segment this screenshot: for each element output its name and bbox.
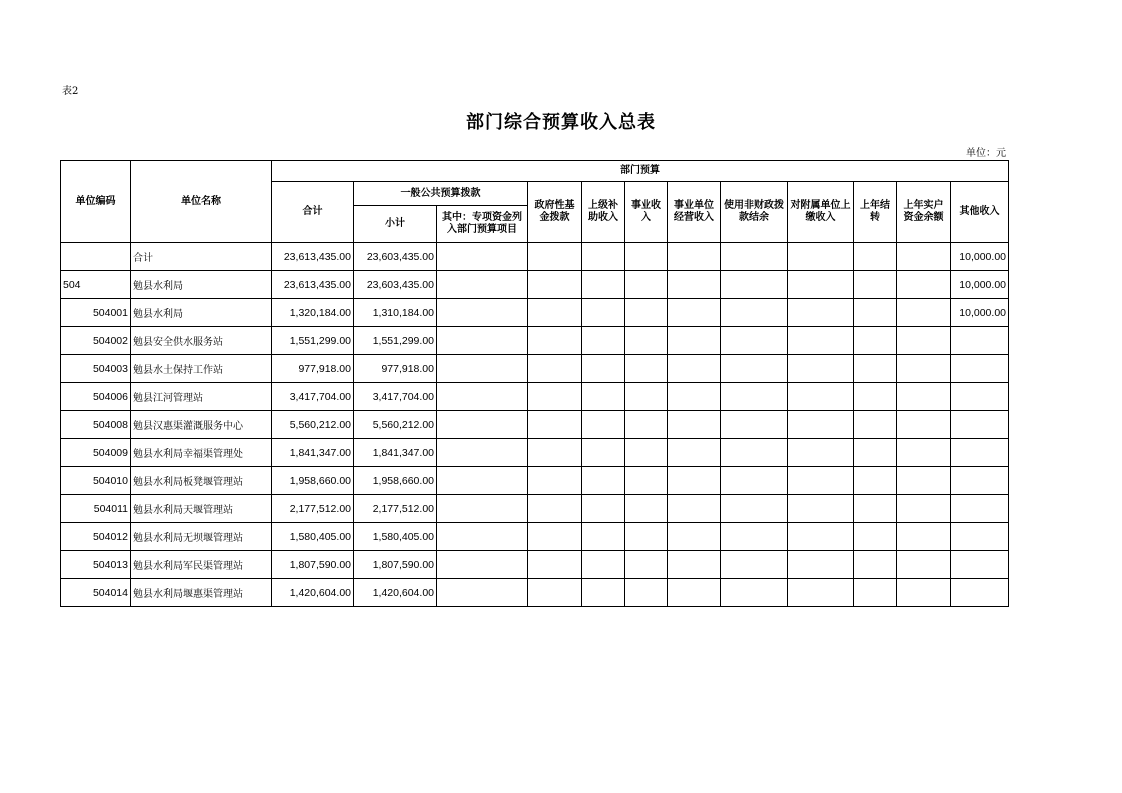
cell-public-institution bbox=[625, 327, 668, 355]
cell-public-institution bbox=[625, 355, 668, 383]
cell-total: 5,560,212.00 bbox=[272, 411, 354, 439]
cell-business-income bbox=[668, 467, 721, 495]
table-row bbox=[61, 411, 1009, 439]
cell-prev-balance bbox=[897, 383, 951, 411]
cell-name: 勉县安全供水服务站 bbox=[131, 327, 272, 355]
cell-special-funds bbox=[437, 355, 528, 383]
cell-gov-fund bbox=[528, 495, 582, 523]
cell-subtotal: 977,918.00 bbox=[354, 355, 437, 383]
cell-public-institution bbox=[625, 523, 668, 551]
cell-superior-subsidy bbox=[582, 411, 625, 439]
cell-affiliated-payment bbox=[788, 411, 854, 439]
cell-subtotal: 1,310,184.00 bbox=[354, 299, 437, 327]
cell-prev-carryover bbox=[854, 523, 897, 551]
cell-superior-subsidy bbox=[582, 467, 625, 495]
cell-prev-balance bbox=[897, 467, 951, 495]
cell-affiliated-payment bbox=[788, 327, 854, 355]
cell-prev-balance bbox=[897, 299, 951, 327]
cell-special-funds bbox=[437, 299, 528, 327]
cell-special-funds bbox=[437, 439, 528, 467]
col-header-total: 合计 bbox=[272, 182, 354, 243]
cell-prev-carryover bbox=[854, 467, 897, 495]
col-header-code: 单位编码 bbox=[61, 161, 131, 243]
cell-code bbox=[61, 243, 131, 271]
cell-special-funds bbox=[437, 523, 528, 551]
col-header-prev-carryover: 上年结转 bbox=[854, 182, 897, 243]
cell-other-income: 10,000.00 bbox=[951, 243, 1009, 271]
cell-name: 勉县江河管理站 bbox=[131, 383, 272, 411]
cell-non-fiscal-balance bbox=[721, 411, 788, 439]
cell-total: 23,613,435.00 bbox=[272, 271, 354, 299]
cell-gov-fund bbox=[528, 327, 582, 355]
col-header-general-public: 一般公共预算拨款 bbox=[354, 182, 528, 206]
cell-prev-carryover bbox=[854, 355, 897, 383]
cell-other-income bbox=[951, 439, 1009, 467]
cell-affiliated-payment bbox=[788, 243, 854, 271]
cell-gov-fund bbox=[528, 579, 582, 607]
cell-prev-carryover bbox=[854, 439, 897, 467]
cell-affiliated-payment bbox=[788, 383, 854, 411]
cell-subtotal: 1,807,590.00 bbox=[354, 551, 437, 579]
table-row bbox=[61, 355, 1009, 383]
table-row bbox=[61, 243, 1009, 271]
cell-non-fiscal-balance bbox=[721, 271, 788, 299]
cell-business-income bbox=[668, 271, 721, 299]
cell-name: 勉县水利局无坝堰管理站 bbox=[131, 523, 272, 551]
table-row bbox=[61, 467, 1009, 495]
cell-special-funds bbox=[437, 551, 528, 579]
cell-business-income bbox=[668, 523, 721, 551]
col-header-business-income: 事业单位经营收入 bbox=[668, 182, 721, 243]
cell-total: 1,841,347.00 bbox=[272, 439, 354, 467]
col-header-superior-subsidy: 上级补助收入 bbox=[582, 182, 625, 243]
cell-affiliated-payment bbox=[788, 495, 854, 523]
table-row bbox=[61, 327, 1009, 355]
cell-subtotal: 2,177,512.00 bbox=[354, 495, 437, 523]
cell-superior-subsidy bbox=[582, 579, 625, 607]
table-row bbox=[61, 551, 1009, 579]
cell-affiliated-payment bbox=[788, 355, 854, 383]
cell-name: 勉县水利局军民渠管理站 bbox=[131, 551, 272, 579]
cell-non-fiscal-balance bbox=[721, 579, 788, 607]
cell-other-income bbox=[951, 327, 1009, 355]
cell-other-income bbox=[951, 579, 1009, 607]
cell-code: 504002 bbox=[61, 327, 131, 355]
cell-business-income bbox=[668, 551, 721, 579]
cell-business-income bbox=[668, 327, 721, 355]
cell-business-income bbox=[668, 411, 721, 439]
cell-other-income bbox=[951, 383, 1009, 411]
cell-public-institution bbox=[625, 495, 668, 523]
cell-prev-carryover bbox=[854, 299, 897, 327]
cell-other-income: 10,000.00 bbox=[951, 271, 1009, 299]
cell-public-institution bbox=[625, 467, 668, 495]
cell-subtotal: 1,958,660.00 bbox=[354, 467, 437, 495]
col-header-non-fiscal-balance: 使用非财政拨款结余 bbox=[721, 182, 788, 243]
cell-prev-carryover bbox=[854, 579, 897, 607]
cell-public-institution bbox=[625, 439, 668, 467]
cell-total: 1,420,604.00 bbox=[272, 579, 354, 607]
cell-superior-subsidy bbox=[582, 271, 625, 299]
cell-name: 勉县水土保持工作站 bbox=[131, 355, 272, 383]
cell-public-institution bbox=[625, 383, 668, 411]
cell-gov-fund bbox=[528, 523, 582, 551]
cell-gov-fund bbox=[528, 411, 582, 439]
cell-public-institution bbox=[625, 271, 668, 299]
page-title: 部门综合预算收入总表 bbox=[466, 112, 656, 133]
cell-business-income bbox=[668, 355, 721, 383]
cell-prev-carryover bbox=[854, 495, 897, 523]
cell-special-funds bbox=[437, 467, 528, 495]
cell-non-fiscal-balance bbox=[721, 551, 788, 579]
col-header-subtotal: 小计 bbox=[354, 206, 437, 243]
cell-other-income bbox=[951, 495, 1009, 523]
cell-superior-subsidy bbox=[582, 299, 625, 327]
table-row bbox=[61, 495, 1009, 523]
cell-business-income bbox=[668, 299, 721, 327]
cell-business-income bbox=[668, 439, 721, 467]
cell-gov-fund bbox=[528, 271, 582, 299]
cell-special-funds bbox=[437, 411, 528, 439]
cell-public-institution bbox=[625, 243, 668, 271]
cell-other-income bbox=[951, 551, 1009, 579]
cell-non-fiscal-balance bbox=[721, 327, 788, 355]
col-header-name: 单位名称 bbox=[131, 161, 272, 243]
col-header-prev-balance: 上年实户资金余额 bbox=[897, 182, 951, 243]
cell-total: 23,613,435.00 bbox=[272, 243, 354, 271]
cell-business-income bbox=[668, 383, 721, 411]
cell-other-income bbox=[951, 411, 1009, 439]
cell-gov-fund bbox=[528, 355, 582, 383]
cell-total: 3,417,704.00 bbox=[272, 383, 354, 411]
cell-name: 勉县水利局幸福渠管理处 bbox=[131, 439, 272, 467]
cell-subtotal: 1,580,405.00 bbox=[354, 523, 437, 551]
cell-superior-subsidy bbox=[582, 495, 625, 523]
cell-non-fiscal-balance bbox=[721, 243, 788, 271]
cell-code: 504001 bbox=[61, 299, 131, 327]
cell-prev-carryover bbox=[854, 383, 897, 411]
cell-gov-fund bbox=[528, 467, 582, 495]
cell-affiliated-payment bbox=[788, 579, 854, 607]
cell-superior-subsidy bbox=[582, 523, 625, 551]
cell-code: 504 bbox=[61, 271, 131, 299]
col-header-other-income: 其他收入 bbox=[951, 182, 1009, 243]
cell-total: 1,958,660.00 bbox=[272, 467, 354, 495]
cell-other-income bbox=[951, 355, 1009, 383]
cell-prev-balance bbox=[897, 579, 951, 607]
cell-gov-fund bbox=[528, 243, 582, 271]
cell-special-funds bbox=[437, 579, 528, 607]
cell-prev-balance bbox=[897, 551, 951, 579]
cell-public-institution bbox=[625, 551, 668, 579]
cell-special-funds bbox=[437, 383, 528, 411]
cell-total: 1,580,405.00 bbox=[272, 523, 354, 551]
cell-code: 504014 bbox=[61, 579, 131, 607]
cell-gov-fund bbox=[528, 299, 582, 327]
cell-name: 勉县水利局堰惠渠管理站 bbox=[131, 579, 272, 607]
cell-gov-fund bbox=[528, 383, 582, 411]
cell-affiliated-payment bbox=[788, 299, 854, 327]
cell-prev-carryover bbox=[854, 271, 897, 299]
cell-other-income bbox=[951, 467, 1009, 495]
col-header-public-institution: 事业收入 bbox=[625, 182, 668, 243]
cell-name: 勉县水利局 bbox=[131, 271, 272, 299]
cell-code: 504008 bbox=[61, 411, 131, 439]
table-row bbox=[61, 383, 1009, 411]
cell-subtotal: 23,603,435.00 bbox=[354, 271, 437, 299]
cell-subtotal: 1,841,347.00 bbox=[354, 439, 437, 467]
cell-code: 504006 bbox=[61, 383, 131, 411]
cell-name: 勉县水利局天堰管理站 bbox=[131, 495, 272, 523]
cell-business-income bbox=[668, 243, 721, 271]
cell-public-institution bbox=[625, 411, 668, 439]
cell-public-institution bbox=[625, 579, 668, 607]
cell-prev-balance bbox=[897, 439, 951, 467]
cell-non-fiscal-balance bbox=[721, 383, 788, 411]
cell-code: 504013 bbox=[61, 551, 131, 579]
cell-superior-subsidy bbox=[582, 355, 625, 383]
cell-gov-fund bbox=[528, 551, 582, 579]
cell-public-institution bbox=[625, 299, 668, 327]
col-header-gov-fund: 政府性基金拨款 bbox=[528, 182, 582, 243]
cell-code: 504011 bbox=[61, 495, 131, 523]
table-row bbox=[61, 271, 1009, 299]
cell-code: 504009 bbox=[61, 439, 131, 467]
cell-superior-subsidy bbox=[582, 243, 625, 271]
cell-name: 合计 bbox=[131, 243, 272, 271]
cell-superior-subsidy bbox=[582, 383, 625, 411]
cell-total: 1,320,184.00 bbox=[272, 299, 354, 327]
cell-prev-balance bbox=[897, 495, 951, 523]
col-header-dept-budget: 部门预算 bbox=[272, 161, 1009, 182]
cell-total: 2,177,512.00 bbox=[272, 495, 354, 523]
cell-prev-balance bbox=[897, 411, 951, 439]
cell-prev-carryover bbox=[854, 327, 897, 355]
budget-income-table bbox=[60, 160, 1009, 607]
cell-special-funds bbox=[437, 495, 528, 523]
cell-name: 勉县水利局板凳堰管理站 bbox=[131, 467, 272, 495]
table-row bbox=[61, 299, 1009, 327]
table-number: 表2 bbox=[62, 86, 79, 97]
cell-special-funds bbox=[437, 243, 528, 271]
cell-code: 504003 bbox=[61, 355, 131, 383]
table-row bbox=[61, 523, 1009, 551]
cell-subtotal: 23,603,435.00 bbox=[354, 243, 437, 271]
cell-other-income: 10,000.00 bbox=[951, 299, 1009, 327]
cell-business-income bbox=[668, 579, 721, 607]
cell-non-fiscal-balance bbox=[721, 523, 788, 551]
cell-affiliated-payment bbox=[788, 467, 854, 495]
cell-non-fiscal-balance bbox=[721, 439, 788, 467]
cell-non-fiscal-balance bbox=[721, 467, 788, 495]
cell-superior-subsidy bbox=[582, 327, 625, 355]
cell-prev-balance bbox=[897, 271, 951, 299]
cell-prev-carryover bbox=[854, 411, 897, 439]
cell-affiliated-payment bbox=[788, 439, 854, 467]
cell-subtotal: 5,560,212.00 bbox=[354, 411, 437, 439]
table-row bbox=[61, 439, 1009, 467]
cell-prev-balance bbox=[897, 327, 951, 355]
cell-prev-carryover bbox=[854, 243, 897, 271]
cell-subtotal: 1,551,299.00 bbox=[354, 327, 437, 355]
cell-affiliated-payment bbox=[788, 271, 854, 299]
cell-business-income bbox=[668, 495, 721, 523]
cell-code: 504010 bbox=[61, 467, 131, 495]
cell-affiliated-payment bbox=[788, 551, 854, 579]
cell-subtotal: 1,420,604.00 bbox=[354, 579, 437, 607]
cell-prev-carryover bbox=[854, 551, 897, 579]
cell-gov-fund bbox=[528, 439, 582, 467]
col-header-affiliated-payment: 对附属单位上缴收入 bbox=[788, 182, 854, 243]
col-header-special-funds: 其中：专项资金列入部门预算项目 bbox=[437, 206, 528, 243]
cell-non-fiscal-balance bbox=[721, 355, 788, 383]
cell-total: 977,918.00 bbox=[272, 355, 354, 383]
cell-other-income bbox=[951, 523, 1009, 551]
cell-prev-balance bbox=[897, 523, 951, 551]
cell-total: 1,551,299.00 bbox=[272, 327, 354, 355]
cell-prev-balance bbox=[897, 355, 951, 383]
cell-name: 勉县汉惠渠灌溉服务中心 bbox=[131, 411, 272, 439]
cell-special-funds bbox=[437, 327, 528, 355]
cell-name: 勉县水利局 bbox=[131, 299, 272, 327]
unit-label: 单位：元 bbox=[966, 148, 1006, 159]
cell-superior-subsidy bbox=[582, 439, 625, 467]
cell-special-funds bbox=[437, 271, 528, 299]
cell-code: 504012 bbox=[61, 523, 131, 551]
cell-prev-balance bbox=[897, 243, 951, 271]
cell-affiliated-payment bbox=[788, 523, 854, 551]
cell-total: 1,807,590.00 bbox=[272, 551, 354, 579]
cell-non-fiscal-balance bbox=[721, 299, 788, 327]
cell-subtotal: 3,417,704.00 bbox=[354, 383, 437, 411]
cell-non-fiscal-balance bbox=[721, 495, 788, 523]
table-row bbox=[61, 579, 1009, 607]
cell-superior-subsidy bbox=[582, 551, 625, 579]
